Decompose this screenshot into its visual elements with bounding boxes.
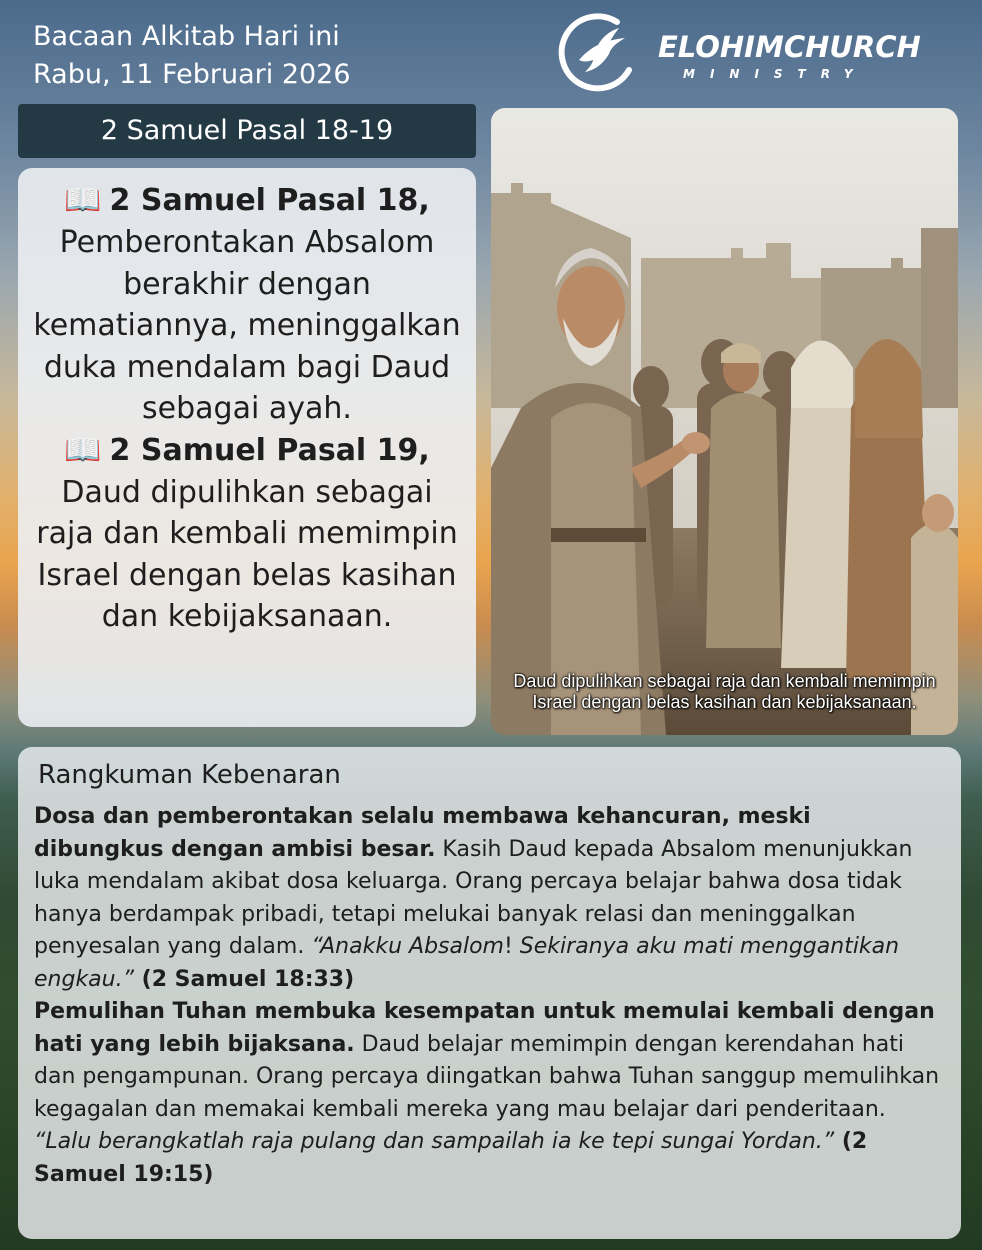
david-crowd-illustration [491, 108, 958, 735]
truth-ref-2: (2 Samuel 19:15) [34, 1129, 868, 1187]
truth-quote-2: “Lalu berangkatlah raja pulang dan sampailah ia ke tepi sungai Yordan.” [34, 1129, 835, 1154]
summary-title: 📖 2 Samuel Pasal 19, [64, 432, 430, 468]
truth-quote-1-mark: ! [503, 934, 513, 959]
summary-title: 📖 2 Samuel Pasal 18, [64, 183, 430, 218]
logo-subtitle: MINISTRY [683, 67, 868, 81]
church-logo [555, 12, 921, 98]
summary-text: Pemberontakan Absalom berakhir dengan kematiannya, meninggalkan duka mendalam bagi Daud sebagai ayah. [33, 225, 461, 426]
chapter-summary-card [18, 168, 476, 727]
truth-paragraph-2 [34, 996, 945, 1191]
photo-caption: Daud dipulihkan sebagai raja dan kembali memimpin Israel dengan belas kasihan dan kebijaksanaan. [513, 671, 936, 712]
truth-heading: Rangkuman Kebenaran [38, 760, 341, 790]
truth-ref-1: (2 Samuel 18:33) [134, 966, 355, 992]
truth-paragraph-1 [34, 801, 945, 996]
truth-quote-1b: Sekiranya aku mati menggantikan engkau.” [34, 934, 900, 992]
page-header [33, 18, 351, 94]
summary-text: Daud dipulihkan sebagai raja dan kembali memimpin Israel dengan belas kasihan dan kebijaksanaan. [36, 474, 458, 634]
truth-point-1-bold: Dosa dan pemberontakan selalu membawa kehancuran, meski dibungkus dengan ambisi besar. [34, 804, 811, 862]
chapter-title-bar: 2 Samuel Pasal 18-19 [18, 104, 476, 158]
summary-chapter-19 [28, 430, 466, 638]
summary-chapter-18 [28, 180, 466, 430]
truth-point-1-text: Kasih Daud kepada Absalom menunjukkan luka mendalam akibat dosa keluarga. Orang percaya belajar bahwa dosa tidak hanya berdampak pribadi, tetapi melukai banyak relasi dan meninggalkan penyesalan yang dalam. [34, 836, 913, 959]
open-book-icon: 📖 [64, 432, 102, 468]
truth-quote-1a: “Anakku Absalom [311, 934, 504, 959]
open-book-icon: 📖 [64, 183, 102, 218]
truth-summary-card [18, 747, 961, 1239]
header-title: Bacaan Alkitab Hari ini [33, 21, 340, 52]
truth-point-2-bold: Pemulihan Tuhan membuka kesempatan untuk memulai kembali dengan hati yang lebih bijaksana. [34, 999, 935, 1057]
dove-icon [555, 12, 639, 96]
truth-point-2-text: Daud belajar memimpin dengan kerendahan hati dan pengampunan. Orang percaya diingatkan bahwa Tuhan sanggup memulihkan kegagalan dan memakai kembali mereka yang mau belajar dari penderitaan. [34, 1031, 940, 1122]
header-date: Rabu, 11 Februari 2026 [33, 59, 351, 90]
logo-name: ELOHIMCHURCH [658, 30, 921, 64]
illustration-photo [491, 108, 958, 735]
